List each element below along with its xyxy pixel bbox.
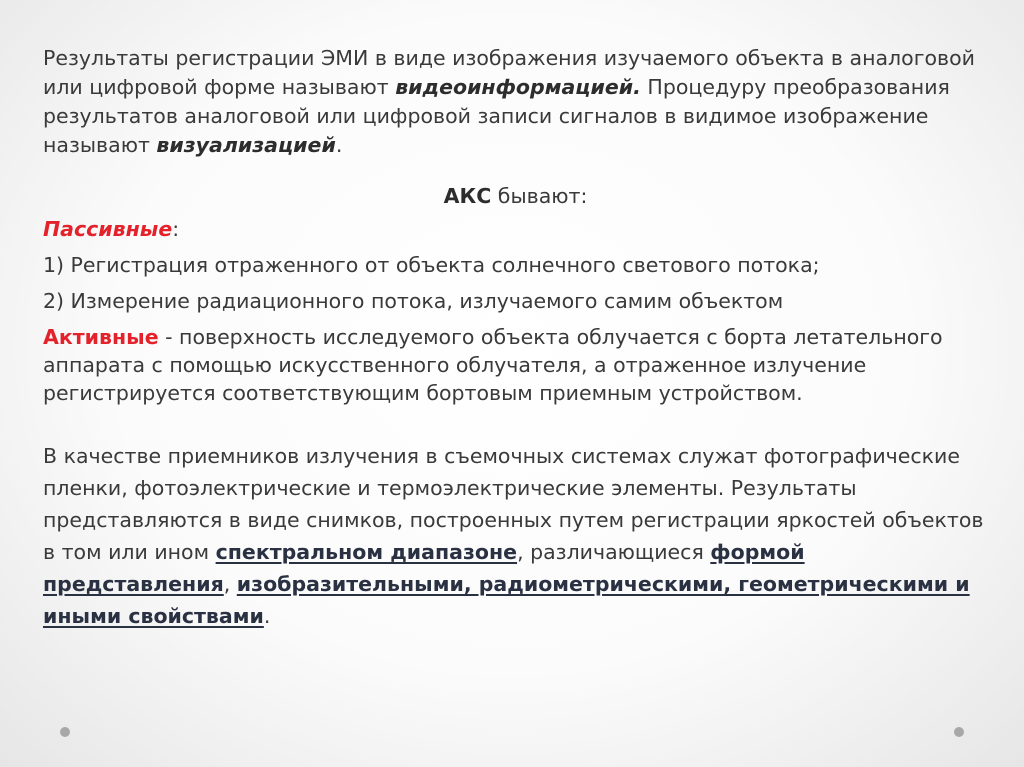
active-text: - поверхность исследуемого объекта облучается с борта летательного аппарата с помощью искусственного облучателя, а отраженное излучение регистрируется соответствующим бортовым приемным устройством. (43, 325, 943, 405)
slide-body (43, 44, 988, 632)
intro-text-3: . (335, 133, 343, 157)
passive-label: Пассивные (43, 217, 173, 241)
intro-paragraph (43, 44, 988, 160)
receivers-text-2: , различающиеся (517, 540, 711, 564)
receivers-text-1: В качестве приемников излучения в съемочных системах служат фотографические пленки, фотоэлектрические и термоэлектрические элементы. Результаты представляются в виде снимков, построенных путем регистрации яркостей объектов в том или ином (43, 444, 984, 564)
receivers-text-3: , (223, 572, 237, 596)
passive-item-1: 1) Регистрация отраженного от объекта солнечного светового потока; (43, 253, 820, 277)
active-paragraph (43, 323, 988, 407)
intro-text-1: Результаты регистрации ЭМИ в виде изображения изучаемого объекта в аналоговой или цифровой форме называют (43, 46, 975, 99)
intro-text-2: Процедуру преобразования результатов аналоговой или цифровой записи сигналов в видимое изображение называют (43, 75, 950, 157)
term-visualization: визуализацией (156, 133, 336, 157)
corner-dot-right (954, 727, 964, 737)
term-representation-form: формой представления (43, 540, 805, 596)
term-properties: изобразительными, радиометрическими, геометрическими и иными свойствами (43, 572, 970, 628)
passive-colon: : (172, 217, 180, 241)
active-label: Активные (43, 325, 159, 349)
aks-rest: бывают: (491, 184, 588, 208)
corner-dot-left (60, 727, 70, 737)
aks-abbrev: АКС (443, 184, 492, 208)
term-spectral-range: спектральном диапазоне (215, 540, 518, 564)
passive-heading (43, 215, 988, 244)
term-video-information: видеоинформацией. (395, 75, 641, 99)
receivers-text-4: . (263, 604, 271, 628)
aks-heading (43, 182, 988, 211)
passive-item-2: 2) Измерение радиационного потока, излучаемого самим объектом (43, 289, 784, 313)
receivers-paragraph (43, 440, 988, 632)
